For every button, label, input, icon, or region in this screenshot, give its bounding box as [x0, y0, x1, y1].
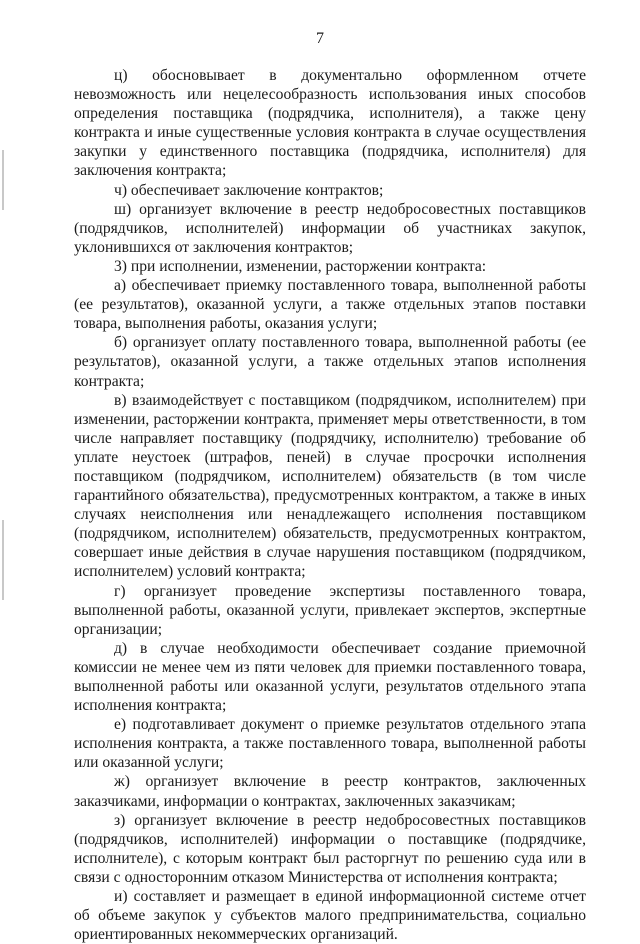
scan-edge-mark: [2, 520, 4, 600]
paragraph-ch: ч) обеспечивает заключение контрактов;: [114, 181, 384, 199]
paragraph-ts: ц) обосновывает в документально оформленном отчете невозможность или нецелесообразность использования иных способов определения поставщика (подрядчика, исполнителя), а также цену контракта и иные существенные условия контракта в случае осуществления закупки у единственного поставщика (подрядчика, исполнителя) для заключения контракта;: [74, 67, 586, 180]
paragraph-e: е) подготавливает документ о приемке результатов отдельного этапа исполнения контракта, а также поставленного товара, выполненной работы или оказанной услуги;: [74, 716, 586, 772]
paragraph-z: з) организует включение в реестр недобросовестных поставщиков (подрядчиков, исполнителей) информации о поставщике (подрядчике, исполнителе), с которым контракт был расторгнут по решению суда или в связи с односторонним отказом Министерства от исполнения контракта;: [74, 811, 586, 886]
paragraph-v: в) взаимодействует с поставщиком (подрядчиком, исполнителем) при изменении, расторжении контракта, применяет меры ответственности, в том числе направляет поставщику (подрядчику, исполнителю) требование об уплате неустоек (штрафов, пеней) в случае просрочки исполнения поставщиком (подрядчиком, исполнителем) обязательств (в том числе гарантийного обязательства), предусмотренных контрактом, а также в иных случаях неисполнения или ненадлежащего исполнения поставщиком (подрядчиком, исполнителем) обязательств, предусмотренных контрактом, совершает иные действия в случае нарушения поставщиком (подрядчиком, исполнителем) условий контракта;: [74, 391, 586, 581]
paragraph-sh: ш) организует включение в реестр недобросовестных поставщиков (подрядчиков, исполнителей) информации об участниках закупок, уклонившихся от заключения контрактов;: [74, 200, 586, 256]
paragraph-i: и) составляет и размещает в единой информационной системе отчет об объеме закупок у субъектов малого предпринимательства, социально ориентированных некоммерческих организаций.: [74, 888, 586, 944]
paragraph-b: б) организует оплату поставленного товара, выполненной работы (ее результатов), оказанной услуги, а также отдельных этапов исполнения контракта;: [74, 334, 586, 390]
paragraph-g: г) организует проведение экспертизы поставленного товара, выполненной работы, оказанной услуги, привлекает экспертов, экспертные организации;: [74, 582, 586, 638]
paragraph-d: д) в случае необходимости обеспечивает создание приемочной комиссии не менее чем из пяти человек для приемки поставленного товара, выполненной работы или оказанной услуги, результатов отдельного этапа исполнения контракта;: [74, 639, 586, 715]
scan-edge-mark: [2, 150, 4, 210]
paragraph-zh: ж) организует включение в реестр контрактов, заключенных заказчиками, информации о контрактах, заключенных заказчикам;: [74, 773, 586, 810]
paragraph-a: а) обеспечивает приемку поставленного товара, выполненной работы (ее результатов), оказанной услуги, а также отдельных этапов поставки товара, выполнения работы, оказания услуги;: [74, 277, 586, 333]
paragraph-section-3: 3) при исполнении, изменении, расторжении контракта:: [114, 257, 487, 275]
document-body: [74, 66, 586, 944]
page-number: 7: [316, 30, 324, 47]
